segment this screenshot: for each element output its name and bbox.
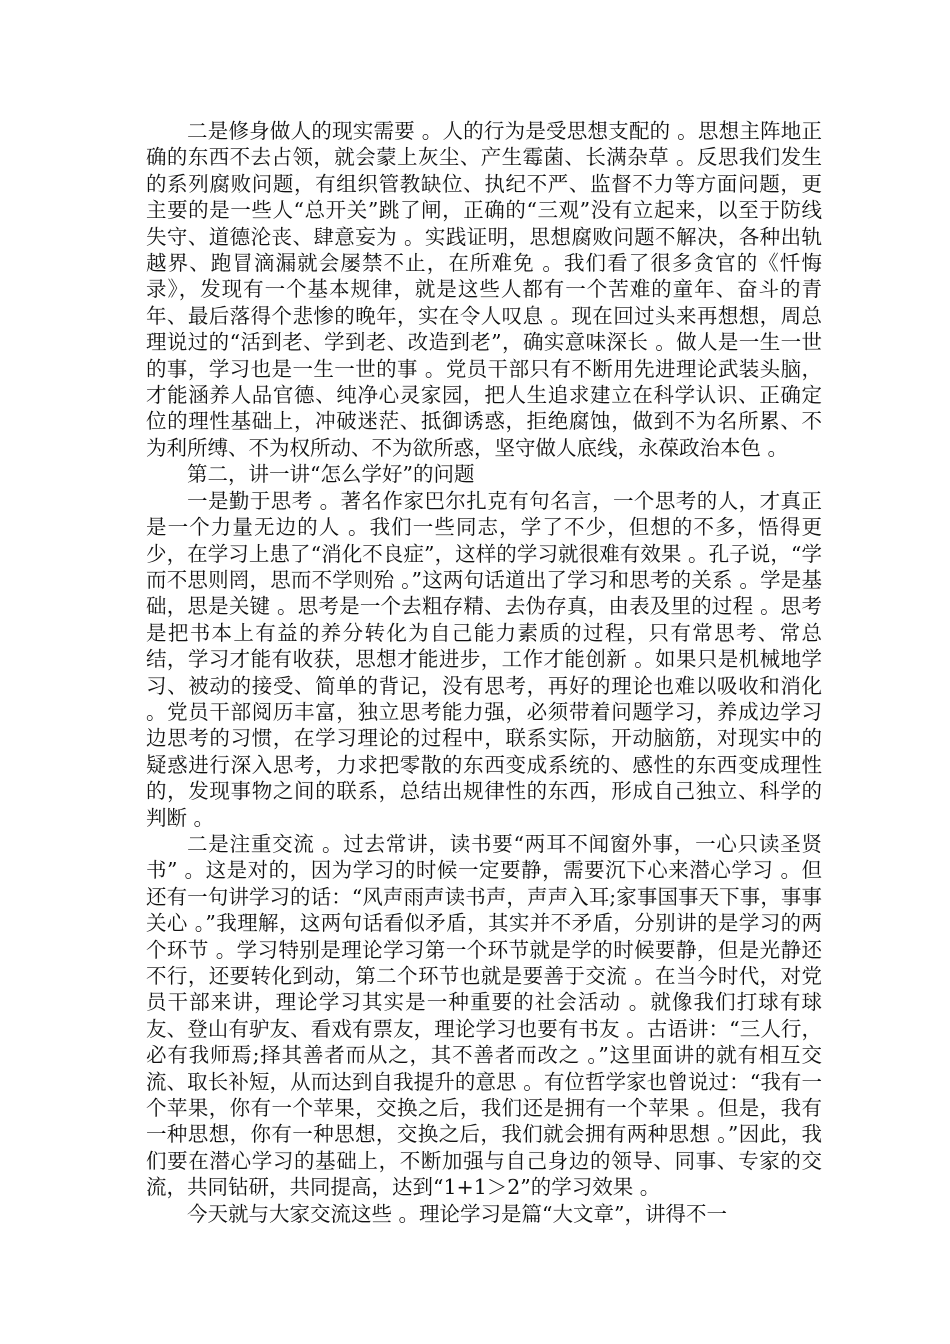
paragraph-communication: 二是注重交流 。过去常讲，读书要“两耳不闻窗外事，一心只读圣贤书” 。这是对的，因为学习的时候一定要静，需要沉下心来潜心学习 。但还有一句讲学习的话：“风声雨声读书声，声声入耳;家事国事天下事，事事关心 。”我理解，这两句话看似矛盾，其实并不矛盾，分别讲的是学习的两个环节 。学习特别是理论学习第一个环节就是学的时候要静，但是光静还不行，还要转化到动，第二个环节也就是要善于交流 。在当今时代，对党员干部来讲，理论学习其实是一种重要的社会活动 。就像我们打球有球友、登山有驴友、看戏有票友，理论学习也要有书友 。古语讲：“三人行，必有我师焉;择其善者而从之，其不善者而改之 。”这里面讲的就有相互交流、取长补短，从而达到自我提升的意思 。有位哲学家也曾说过：“我有一个苹果，你有一个苹果，交换之后，我们还是拥有一个苹果 。但是，我有一种思想，你有一种思想，交换之后，我们就会拥有两种思想 。”因此，我们要在潜心学习的基础上，不断加强与自己身边的领导、同事、专家的交流，共同钻研，共同提高，达到“1+1＞2”的学习效果 。 bbox=[146, 831, 822, 1200]
paragraph-self-cultivation: 二是修身做人的现实需要 。人的行为是受思想支配的 。思想主阵地正确的东西不去占领，就会蒙上灰尘、产生霉菌、长满杂草 。反思我们发生的系列腐败问题，有组织管教缺位、执纪不严、监督不力等方面问题，更主要的是一些人“总开关”跳了闸，正确的“三观”没有立起来，以至于防线失守、道德沦丧、肆意妄为 。实践证明，思想腐败问题不解决，各种出轨越界、跑冒滴漏就会屡禁不止，在所难免 。我们看了很多贪官的《忏悔录》，发现有一个基本规律，就是这些人都有一个苦难的童年、奋斗的青年、最后落得个悲惨的晚年，实在令人叹息 。现在回过头来再想想，周总理说过的“活到老、学到老、改造到老”，确实意味深长 。做人是一生一世的事，学习也是一生一世的事 。党员干部只有不断用先进理论武装头脑，才能涵养人品官德、纯净心灵家园，把人生追求建立在科学认识、正确定位的理性基础上，冲破迷茫、抵御诱惑，拒绝腐蚀，做到不为名所累、不为利所缚、不为权所动、不为欲所惑，坚守做人底线，永葆政治本色 。 bbox=[146, 119, 822, 460]
paragraph-thinking: 一是勤于思考 。著名作家巴尔扎克有句名言，一个思考的人，才真正是一个力量无边的人 。我们一些同志，学了不少，但想的不多，悟得更少，在学习上患了“消化不良症”，这样的学习就很难有效果 。孔子说，“学而不思则罔，思而不学则殆 。”这两句话道出了学习和思考的关系 。学是基础，思是关键 。思考是一个去粗存精、去伪存真，由表及里的过程 。思考是把书本上有益的养分转化为自己能力素质的过程，只有常思考、常总结，学习才能有收获，思想才能进步，工作才能创新 。如果只是机械地学习、被动的接受、简单的背记，没有思考，再好的理论也难以吸收和消化 。党员干部阅历丰富，独立思考能力强，必须带着问题学习，养成边学习边思考的习惯，在学习理论的过程中，联系实际，开动脑筋，对现实中的疑惑进行深入思考，力求把零散的东西变成系统的、感性的东西变成理性的，发现事物之间的联系，总结出规律性的东西，形成自己独立、科学的判断 。 bbox=[146, 488, 822, 830]
paragraph-closing: 今天就与大家交流这些 。理论学习是篇“大文章”，讲得不一 bbox=[187, 1201, 727, 1226]
section-heading-how-to-learn: 第二，讲一讲“怎么学好”的问题 bbox=[187, 462, 475, 487]
document-page bbox=[146, 118, 822, 1227]
